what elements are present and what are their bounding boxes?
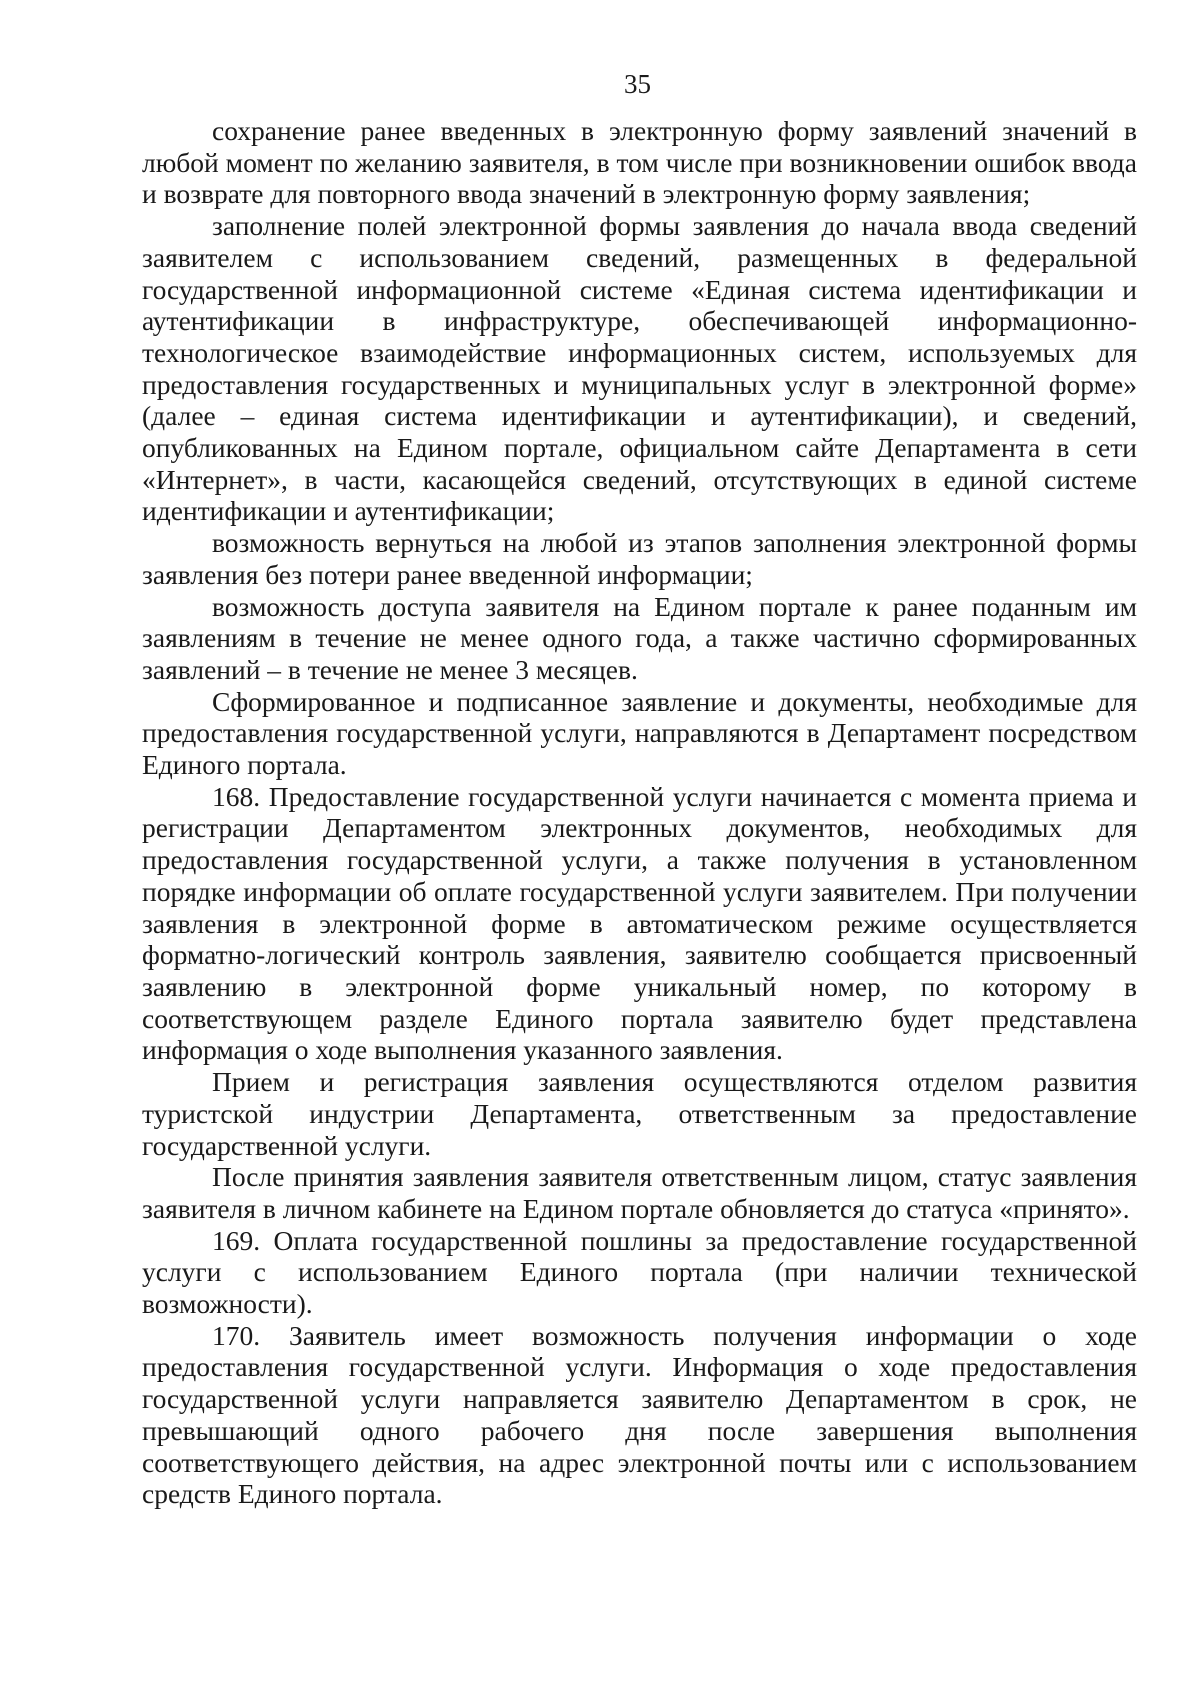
paragraph-3: возможность вернуться на любой из этапов заполнения электронной формы заявления без потери ранее введенной информации; <box>142 527 1137 590</box>
paragraph-168: 168. Предоставление государственной услуги начинается с момента приема и регистрации Департаментом электронных документов, необходимых для предоставления государственной услуги, а также получения в установленном порядке информации об оплате государственной услуги заявителем. При получении заявления в электронной форме в автоматическом режиме осуществляется форматно-логический контроль заявления, заявителю сообщается присвоенный заявлению в электронной форме уникальный номер, по которому в соответствующем разделе Единого портала заявителю будет представлена информация о ходе выполнения указанного заявления. <box>142 780 1137 1066</box>
paragraph-7: Прием и регистрация заявления осуществляются отделом развития туристской индустрии Департамента, ответственным за предоставление государственной услуги. <box>142 1066 1137 1161</box>
page-number: 35 <box>624 69 651 99</box>
paragraph-4: возможность доступа заявителя на Едином портале к ранее поданным им заявлениям в течение не менее одного года, а также частично сформированных заявлений – в течение не менее 3 месяцев. <box>142 590 1137 685</box>
paragraph-1: сохранение ранее введенных в электронную форму заявлений значений в любой момент по желанию заявителя, в том числе при возникновении ошибок ввода и возврате для повторного ввода значений в электронную форму заявления; <box>142 115 1137 210</box>
paragraph-169: 169. Оплата государственной пошлины за предоставление государственной услуги с использованием Единого портала (при наличии технической возможности). <box>142 1224 1137 1320</box>
document-body <box>142 115 1137 1510</box>
paragraph-8: После принятия заявления заявителя ответственным лицом, статус заявления заявителя в личном кабинете на Едином портале обновляется до статуса «принято». <box>142 1161 1137 1224</box>
paragraph-5: Сформированное и подписанное заявление и документы, необходимые для предоставления государственной услуги, направляются в Департамент посредством Единого портала. <box>142 685 1137 781</box>
paragraph-2: заполнение полей электронной формы заявления до начала ввода сведений заявителем с использованием сведений, размещенных в федеральной государственной информационной системе «Единая система идентификации и аутентификации в инфраструктуре, обеспечивающей информационно-технологическое взаимодействие информационных систем, используемых для предоставления государственных и муниципальных услуг в электронной форме» (далее – единая система идентификации и аутентификации), и сведений, опубликованных на Едином портале, официальном сайте Департамента в сети «Интернет», в части, касающейся сведений, отсутствующих в единой системе идентификации и аутентификации; <box>142 210 1137 527</box>
paragraph-170: 170. Заявитель имеет возможность получения информации о ходе предоставления государственной услуги. Информация о ходе предоставления государственной услуги направляется заявителю Департаментом в срок, не превышающий одного рабочего дня после завершения выполнения соответствующего действия, на адрес электронной почты или с использованием средств Единого портала. <box>142 1319 1137 1510</box>
